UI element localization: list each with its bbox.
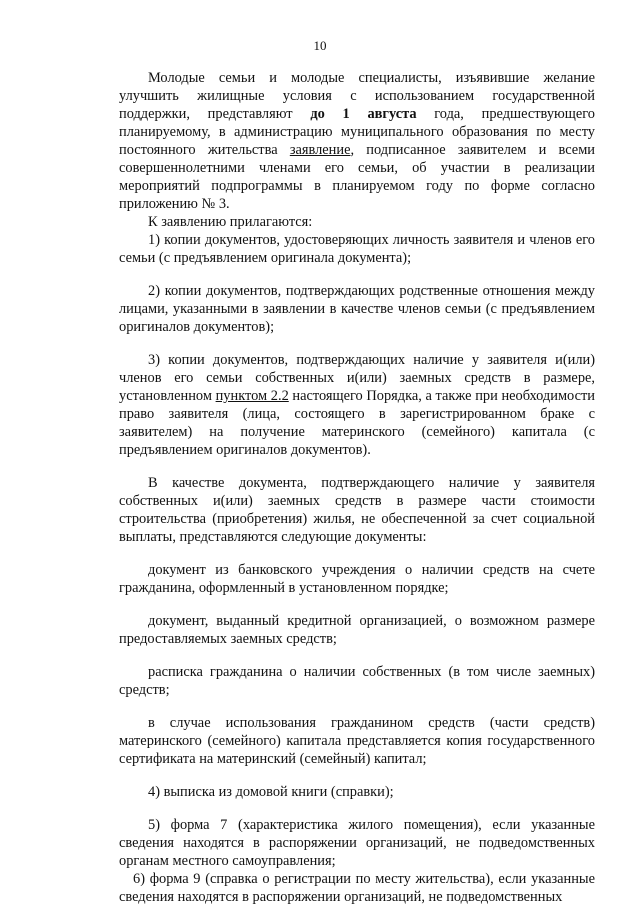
bold-text: до 1 августа: [310, 106, 417, 122]
text-run: 1) копии документов, удостоверяющих личность заявителя и членов его семьи (с предъявлением оригинала документа);: [119, 232, 595, 266]
paragraph-maternity-capital: [119, 714, 595, 768]
paragraph-item-6: [119, 870, 595, 906]
page-number: 10: [313, 38, 327, 53]
paragraph-receipt: [119, 663, 595, 699]
text-run: настоящего Порядка, а также при необходимости право заявителя (лица, состоящего в зарегистрированном браке с заявителем) на получение материнского (семейного) капитала (с предъявлением оригиналов документов).: [119, 388, 595, 458]
document-body: [119, 69, 595, 906]
text-run: в случае использования гражданином средств (части средств) материнского (семейного) капитала представляется копия государственного сертификата на материнский (семейный) капитал;: [119, 715, 595, 767]
paragraph-bank-doc: [119, 561, 595, 597]
text-run: 4) выписка из домовой книги (справки);: [148, 784, 394, 800]
paragraph-item-4: [119, 783, 595, 801]
underlined-reference: пунктом 2.2: [215, 388, 289, 404]
text-run: 3) копии документов, подтверждающих наличие у заявителя и(или) членов его семьи собственных и(или) заемных средств в размере, установленном: [119, 352, 595, 404]
text-run: , подписанное заявителем и всеми совершеннолетними членами его семьи, об участии в реализации мероприятий подпрограммы в планируемом году по форме согласно приложению № 3.: [119, 142, 596, 212]
text-run: 2) копии документов, подтверждающих родственные отношения между лицами, указанными в заявлении в качестве членов семьи (с предъявлением оригиналов документов);: [119, 283, 595, 335]
text-run: В качестве документа, подтверждающего наличие у заявителя собственных и(или) заемных средств в размере части стоимости строительства (приобретения) жилья, не обеспеченной за счет социальной выплаты, представляются следующие документы:: [119, 475, 595, 545]
paragraph-funds-docs-intro: [119, 474, 595, 546]
text-run: 5) форма 7 (характеристика жилого помещения), если указанные сведения находятся в распоряжении организаций, не подведомственных органам местного самоуправления;: [119, 817, 595, 869]
text-run: расписка гражданина о наличии собственных (в том числе заемных) средств;: [119, 664, 595, 698]
text-run: Молодые семьи и молодые специалисты, изъявившие желание улучшить жилищные условия с использованием государственной поддержки, представляют: [119, 70, 595, 122]
paragraph-attachments-heading: [119, 213, 595, 231]
text-run: К заявлению прилагаются:: [148, 214, 313, 230]
paragraph-credit-doc: [119, 612, 595, 648]
text-run: 6) форма 9 (справка о регистрации по месту жительства), если указанные сведения находятся в распоряжении организаций, не подведомственных: [119, 871, 595, 905]
paragraph-intro: [119, 69, 595, 213]
text-run: года, предшествующего планируемому, в администрацию муниципального образования по месту постоянного жительства: [119, 106, 595, 158]
paragraph-item-3: [119, 351, 595, 459]
text-run: документ, выданный кредитной организацией, о возможном размере предоставляемых заемных средств;: [119, 613, 595, 647]
paragraph-item-1: [119, 231, 595, 267]
underlined-reference: заявление: [289, 142, 351, 158]
paragraph-item-2: [119, 282, 595, 336]
paragraph-item-5: [119, 816, 595, 870]
text-run: документ из банковского учреждения о наличии средств на счете гражданина, оформленный в установленном порядке;: [119, 562, 595, 596]
